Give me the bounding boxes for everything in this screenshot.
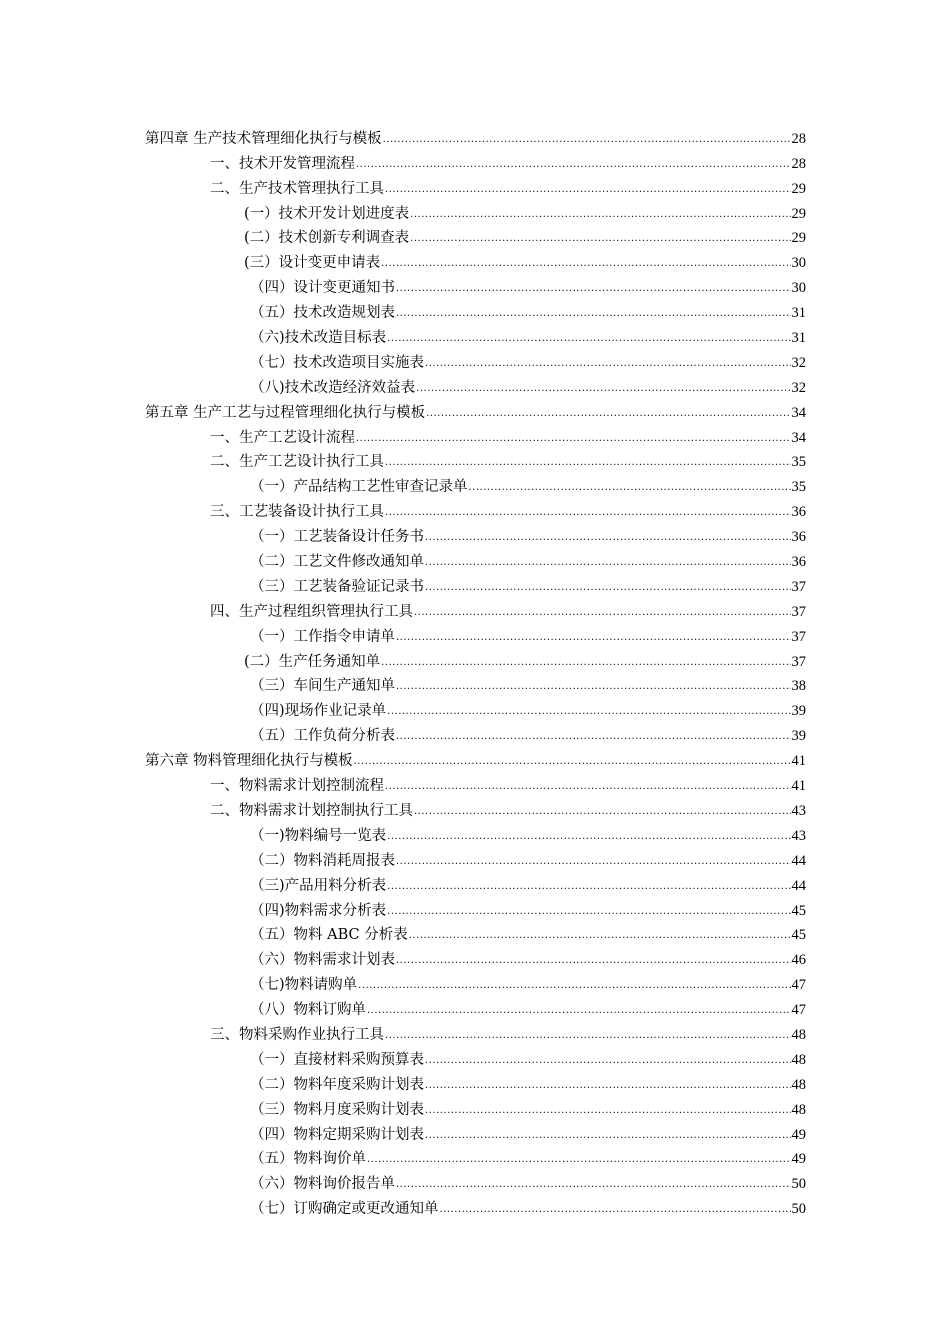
toc-page-number: 36 bbox=[791, 504, 806, 521]
toc-dot-leader bbox=[425, 556, 791, 570]
toc-entry-title: （五）技术改造规划表 bbox=[250, 305, 395, 322]
toc-page-number: 38 bbox=[791, 678, 806, 695]
toc-entry-title: (一）技术开发计划进度表 bbox=[244, 205, 410, 222]
toc-dot-leader bbox=[367, 1004, 791, 1018]
toc-page-number: 48 bbox=[791, 1076, 806, 1093]
toc-entry-title: (二）技术创新专利调查表 bbox=[244, 230, 410, 247]
toc-entry[interactable] bbox=[0, 273, 806, 298]
toc-dot-leader bbox=[414, 606, 791, 620]
toc-page-number: 47 bbox=[791, 977, 806, 994]
toc-entry[interactable] bbox=[0, 796, 806, 821]
toc-dot-leader bbox=[396, 730, 791, 744]
toc-entry-title: 一、物料需求计划控制流程 bbox=[210, 778, 384, 795]
toc-page-number: 47 bbox=[791, 1002, 806, 1019]
toc-entry[interactable] bbox=[0, 995, 806, 1020]
toc-page-number: 44 bbox=[791, 877, 806, 894]
toc-chapter-entry[interactable] bbox=[0, 398, 806, 423]
toc-entry[interactable] bbox=[0, 199, 806, 224]
toc-dot-leader bbox=[469, 481, 791, 495]
toc-dot-leader bbox=[356, 158, 791, 172]
toc-entry[interactable] bbox=[0, 871, 806, 896]
toc-entry-title: （四)现场作业记录单 bbox=[250, 703, 387, 720]
toc-dot-leader bbox=[396, 954, 791, 968]
toc-page-number: 37 bbox=[791, 628, 806, 645]
toc-page-number: 29 bbox=[791, 205, 806, 222]
toc-entry[interactable] bbox=[0, 1020, 806, 1045]
toc-page-number: 32 bbox=[791, 379, 806, 396]
toc-page-number: 41 bbox=[791, 778, 806, 795]
toc-entry-title: 二、生产技术管理执行工具 bbox=[210, 180, 384, 197]
toc-dot-leader bbox=[409, 929, 791, 943]
toc-dot-leader bbox=[425, 581, 791, 595]
toc-entry-title: （八）物料订购单 bbox=[250, 1002, 366, 1019]
toc-entry[interactable] bbox=[0, 323, 806, 348]
toc-page-number: 50 bbox=[791, 1176, 806, 1193]
toc-entry-title: （二）物料消耗周报表 bbox=[250, 852, 395, 869]
toc-dot-leader bbox=[387, 332, 790, 346]
toc-page-number: 44 bbox=[791, 852, 806, 869]
toc-dot-leader bbox=[425, 1079, 791, 1093]
toc-entry-title: （二）工艺文件修改通知单 bbox=[250, 554, 424, 571]
toc-page-number: 34 bbox=[791, 429, 806, 446]
toc-entry[interactable] bbox=[0, 373, 806, 398]
toc-dot-leader bbox=[416, 382, 790, 396]
toc-entry[interactable] bbox=[0, 522, 806, 547]
toc-dot-leader bbox=[425, 1054, 791, 1068]
toc-page-number: 50 bbox=[791, 1201, 806, 1218]
toc-entry-title: 四、生产过程组织管理执行工具 bbox=[210, 603, 413, 620]
toc-entry-title: （七)物料请购单 bbox=[250, 977, 358, 994]
toc-entry-title: （六）物料询价报告单 bbox=[250, 1176, 395, 1193]
toc-dot-leader bbox=[425, 531, 791, 545]
toc-entry-title: （三）工艺装备验证记录书 bbox=[250, 578, 424, 595]
toc-entry-title: 三、物料采购作业执行工具 bbox=[210, 1026, 384, 1043]
toc-dot-leader bbox=[385, 456, 791, 470]
toc-entry-title: (二）生产任务通知单 bbox=[244, 653, 381, 670]
toc-dot-leader bbox=[410, 232, 790, 246]
toc-entry-title: （五）工作负荷分析表 bbox=[250, 728, 395, 745]
toc-entry-title: 二、物料需求计划控制执行工具 bbox=[210, 802, 413, 819]
toc-page-number: 34 bbox=[791, 404, 806, 421]
toc-entry[interactable] bbox=[0, 1045, 806, 1070]
toc-page-number: 37 bbox=[791, 603, 806, 620]
toc-chapter-entry[interactable] bbox=[0, 746, 806, 771]
toc-page-number: 31 bbox=[791, 330, 806, 347]
toc-dot-leader bbox=[358, 979, 790, 993]
toc-dot-leader bbox=[426, 407, 790, 421]
toc-entry-title: （三)产品用料分析表 bbox=[250, 877, 387, 894]
toc-dot-leader bbox=[356, 432, 791, 446]
toc-entry[interactable] bbox=[0, 1095, 806, 1120]
toc-entry-title: （四)物料需求分析表 bbox=[250, 902, 387, 919]
toc-page-number: 48 bbox=[791, 1051, 806, 1068]
toc-entry[interactable] bbox=[0, 597, 806, 622]
toc-entry-title: (三）设计变更申请表 bbox=[244, 255, 381, 272]
toc-entry-title: 第四章 生产技术管理细化执行与模板 bbox=[145, 130, 382, 147]
toc-entry[interactable] bbox=[0, 1120, 806, 1145]
toc-page-number: 30 bbox=[791, 280, 806, 297]
toc-entry-title: （二）物料年度采购计划表 bbox=[250, 1076, 424, 1093]
toc-entry-title: （四）设计变更通知书 bbox=[250, 280, 395, 297]
toc-entry[interactable] bbox=[0, 771, 806, 796]
toc-entry-title: 一、生产工艺设计流程 bbox=[210, 429, 355, 446]
toc-dot-leader bbox=[381, 257, 790, 271]
toc-dot-leader bbox=[396, 631, 791, 645]
toc-dot-leader bbox=[410, 208, 790, 222]
toc-page-number: 49 bbox=[791, 1126, 806, 1143]
toc-entry[interactable] bbox=[0, 248, 806, 273]
toc-dot-leader bbox=[387, 880, 790, 894]
toc-page-number: 39 bbox=[791, 703, 806, 720]
toc-page-number: 43 bbox=[791, 802, 806, 819]
toc-dot-leader bbox=[387, 905, 790, 919]
toc-entry[interactable] bbox=[0, 348, 806, 373]
toc-page-number: 46 bbox=[791, 952, 806, 969]
toc-entry-title: （四）物料定期采购计划表 bbox=[250, 1126, 424, 1143]
toc-page-number: 41 bbox=[791, 753, 806, 770]
toc-dot-leader bbox=[425, 357, 791, 371]
toc-page-number: 45 bbox=[791, 927, 806, 944]
toc-dot-leader bbox=[425, 1104, 791, 1118]
toc-entry[interactable] bbox=[0, 821, 806, 846]
toc-dot-leader bbox=[387, 705, 790, 719]
toc-dot-leader bbox=[367, 1153, 791, 1167]
toc-entry[interactable] bbox=[0, 472, 806, 497]
toc-entry[interactable] bbox=[0, 622, 806, 647]
toc-entry[interactable] bbox=[0, 1070, 806, 1095]
toc-page-number: 31 bbox=[791, 305, 806, 322]
toc-entry[interactable] bbox=[0, 846, 806, 871]
toc-page-number: 32 bbox=[791, 354, 806, 371]
toc-dot-leader bbox=[396, 282, 791, 296]
toc-dot-leader bbox=[385, 506, 791, 520]
toc-page-number: 37 bbox=[791, 653, 806, 670]
toc-dot-leader bbox=[396, 1178, 791, 1192]
toc-entry[interactable] bbox=[0, 298, 806, 323]
toc-entry[interactable] bbox=[0, 672, 806, 697]
toc-entry-title: （一）直接材料采购预算表 bbox=[250, 1051, 424, 1068]
toc-entry-title: （一）工艺装备设计任务书 bbox=[250, 529, 424, 546]
toc-chapter-entry[interactable] bbox=[0, 124, 806, 149]
toc-page-number: 29 bbox=[791, 180, 806, 197]
toc-entry-title: （五）物料询价单 bbox=[250, 1151, 366, 1168]
toc-dot-leader bbox=[396, 855, 791, 869]
toc-page-number: 36 bbox=[791, 529, 806, 546]
toc-dot-leader bbox=[354, 755, 791, 769]
toc-entry-title: （六）物料需求计划表 bbox=[250, 952, 395, 969]
toc-entry[interactable] bbox=[0, 896, 806, 921]
toc-entry[interactable] bbox=[0, 224, 806, 249]
toc-entry[interactable] bbox=[0, 1145, 806, 1170]
toc-page-number: 43 bbox=[791, 827, 806, 844]
toc-entry[interactable] bbox=[0, 1194, 806, 1219]
toc-entry-title: 第六章 物料管理细化执行与模板 bbox=[145, 753, 353, 770]
toc-entry-title: （三）车间生产通知单 bbox=[250, 678, 395, 695]
toc-page-number: 28 bbox=[791, 130, 806, 147]
toc-dot-leader bbox=[385, 780, 791, 794]
toc-dot-leader bbox=[381, 656, 790, 670]
toc-entry[interactable] bbox=[0, 970, 806, 995]
toc-entry-title: （一）工作指令申请单 bbox=[250, 628, 395, 645]
toc-entry-title: 三、工艺装备设计执行工具 bbox=[210, 504, 384, 521]
toc-dot-leader bbox=[414, 805, 791, 819]
toc-entry[interactable] bbox=[0, 149, 806, 174]
toc-dot-leader bbox=[383, 133, 791, 147]
toc-page-number: 35 bbox=[791, 479, 806, 496]
toc-page-number: 39 bbox=[791, 728, 806, 745]
toc-dot-leader bbox=[387, 830, 790, 844]
toc-entry-title: （六)技术改造目标表 bbox=[250, 330, 387, 347]
toc-entry[interactable] bbox=[0, 497, 806, 522]
toc-entry[interactable] bbox=[0, 448, 806, 473]
toc-dot-leader bbox=[396, 680, 791, 694]
toc-entry[interactable] bbox=[0, 547, 806, 572]
toc-page-number: 30 bbox=[791, 255, 806, 272]
toc-page-number: 28 bbox=[791, 155, 806, 172]
toc-entry[interactable] bbox=[0, 647, 806, 672]
toc-entry[interactable] bbox=[0, 174, 806, 199]
toc-entry-title: （三）物料月度采购计划表 bbox=[250, 1101, 424, 1118]
toc-entry[interactable] bbox=[0, 1169, 806, 1194]
toc-page-number: 37 bbox=[791, 578, 806, 595]
toc-dot-leader bbox=[396, 307, 791, 321]
toc-page-number: 48 bbox=[791, 1026, 806, 1043]
toc-entry-title: （七）订购确定或更改通知单 bbox=[250, 1201, 439, 1218]
toc-page-number: 36 bbox=[791, 554, 806, 571]
toc-entry-title: 二、生产工艺设计执行工具 bbox=[210, 454, 384, 471]
toc-entry[interactable] bbox=[0, 423, 806, 448]
toc-entry[interactable] bbox=[0, 945, 806, 970]
toc-dot-leader bbox=[440, 1203, 791, 1217]
toc-page-number: 45 bbox=[791, 902, 806, 919]
toc-dot-leader bbox=[385, 183, 791, 197]
toc-page-number: 48 bbox=[791, 1101, 806, 1118]
toc-entry[interactable] bbox=[0, 572, 806, 597]
toc-entry-title: （一)物料编号一览表 bbox=[250, 827, 387, 844]
toc-entry[interactable] bbox=[0, 696, 806, 721]
table-of-contents bbox=[0, 124, 950, 1219]
toc-entry-title: （八)技术改造经济效益表 bbox=[250, 379, 416, 396]
toc-entry-title: （五）物料 ABC 分析表 bbox=[250, 927, 408, 944]
toc-entry-title: 一、技术开发管理流程 bbox=[210, 155, 355, 172]
toc-entry-title: （七）技术改造项目实施表 bbox=[250, 354, 424, 371]
toc-entry[interactable] bbox=[0, 721, 806, 746]
toc-dot-leader bbox=[385, 1029, 791, 1043]
toc-dot-leader bbox=[425, 1129, 791, 1143]
toc-entry[interactable] bbox=[0, 921, 806, 946]
toc-page-number: 35 bbox=[791, 454, 806, 471]
toc-page-number: 49 bbox=[791, 1151, 806, 1168]
toc-page-number: 29 bbox=[791, 230, 806, 247]
toc-entry-title: 第五章 生产工艺与过程管理细化执行与模板 bbox=[145, 404, 426, 421]
toc-entry-title: （一）产品结构工艺性审查记录单 bbox=[250, 479, 468, 496]
